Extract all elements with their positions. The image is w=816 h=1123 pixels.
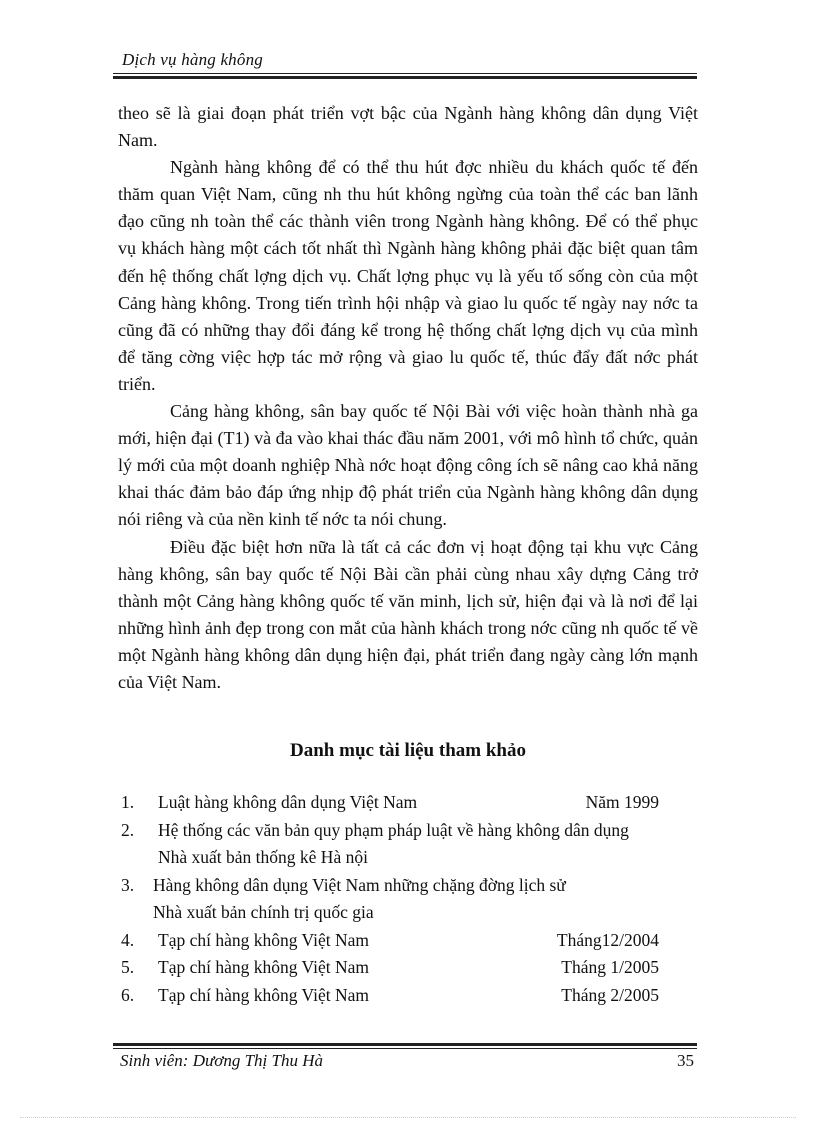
- reference-continuation: [121, 899, 681, 927]
- bibliography-list: [121, 789, 681, 1009]
- reference-continuation: [121, 844, 681, 872]
- reference-title: Tạp chí hàng không Việt Nam: [158, 929, 370, 950]
- paragraph-3: Cảng hàng không, sân bay quốc tế Nội Bài với việc hoàn thành nhà ga mới, hiện đại (T1) và đa vào khai thác đầu năm 2001, với mô hình tổ chức, quản lý mới của một doanh nghiệp Nhà nớc hoạt động công ích sẽ nâng cao khả năng khai thác đảm bảo đáp ứng nhịp độ phát triển của Ngành hàng không dân dụng nói riêng và của nền kinh tế nớc ta nói chung.: [118, 401, 698, 530]
- reference-number: 4.: [121, 929, 135, 950]
- header-rule-top: [113, 73, 697, 74]
- reference-title: Tạp chí hàng không Việt Nam: [158, 984, 370, 1005]
- reference-number: 3.: [121, 874, 135, 895]
- reference-item: [121, 927, 681, 955]
- header-title: Dịch vụ hàng không: [122, 50, 263, 69]
- reference-date: Tháng12/2004: [556, 929, 659, 950]
- reference-number: 6.: [121, 984, 135, 1005]
- reference-number: 2.: [121, 819, 135, 840]
- reference-title: Tạp chí hàng không Việt Nam: [158, 957, 370, 977]
- footer-rule-top: [113, 1043, 697, 1046]
- reference-item: [121, 872, 681, 900]
- reference-item: [121, 954, 681, 982]
- reference-title: Hàng không dân dụng Việt Nam những chặng đờng lịch sử: [153, 874, 566, 895]
- reference-title: Luật hàng không dân dụng Việt Nam: [158, 792, 418, 812]
- reference-publisher: Nhà xuất bản chính trị quốc gia: [153, 902, 374, 922]
- page-edge-divider: [20, 1117, 796, 1118]
- reference-title: Hệ thống các văn bản quy phạm pháp luật về hàng không dân dụng: [158, 819, 629, 840]
- header-rule-bottom: [113, 76, 697, 79]
- paragraph-2: Ngành hàng không để có thể thu hút đợc nhiều du khách quốc tế đến thăm quan Việt Nam, cũng nh thu hút không ngừng của toàn thể các ban lãnh đạo cũng nh toàn thể các thành viên trong Ngành hàng không. Để có thể phục vụ khách hàng một cách tốt nhất thì Ngành hàng không phải đặc biệt quan tâm đến hệ thống chất lợng dịch vụ. Chất lợng phục vụ là yếu tố sống còn của một Cảng hàng không. Trong tiến trình hội nhập và giao lu quốc tế ngày nay nớc ta cũng đã có những thay đổi đáng kể trong hệ thống chất lợng dịch vụ của mình để tăng cờng việc hợp tác mở rộng và giao lu quốc tế, thúc đẩy đất nớc phát triển.: [118, 157, 698, 394]
- reference-number: 5.: [121, 957, 135, 977]
- reference-item: [121, 817, 681, 845]
- reference-item: [121, 982, 681, 1010]
- reference-publisher: Nhà xuất bản thống kê Hà nội: [158, 847, 368, 867]
- footer-author: Sinh viên: Dương Thị Thu Hà: [120, 1051, 323, 1070]
- reference-date: Năm 1999: [585, 792, 659, 812]
- bibliography-heading: Danh mục tài liệu tham khảo: [290, 740, 526, 761]
- body-text: [118, 100, 698, 696]
- footer-rule-bottom: [113, 1048, 697, 1049]
- reference-date: Tháng 1/2005: [561, 957, 659, 977]
- reference-item: [121, 789, 681, 817]
- reference-date: Tháng 2/2005: [561, 984, 659, 1005]
- page-number: 35: [677, 1051, 694, 1070]
- reference-number: 1.: [121, 792, 135, 812]
- paragraph-1: theo sẽ là giai đoạn phát triển vợt bậc của Ngành hàng không dân dụng Việt Nam.: [118, 103, 698, 151]
- paragraph-4: Điều đặc biệt hơn nữa là tất cả các đơn vị hoạt động tại khu vực Cảng hàng không, sân bay quốc tế Nội Bài cần phải cùng nhau xây dựng Cảng trở thành một Cảng hàng không quốc tế văn minh, lịch sử, hiện đại và là nơi để lại những hình ảnh đẹp trong con mắt của hành khách trong nớc cũng nh quốc tế về một Ngành hàng không dân dụng hiện đại, phát triển đang ngày càng lớn mạnh của Việt Nam.: [118, 536, 698, 692]
